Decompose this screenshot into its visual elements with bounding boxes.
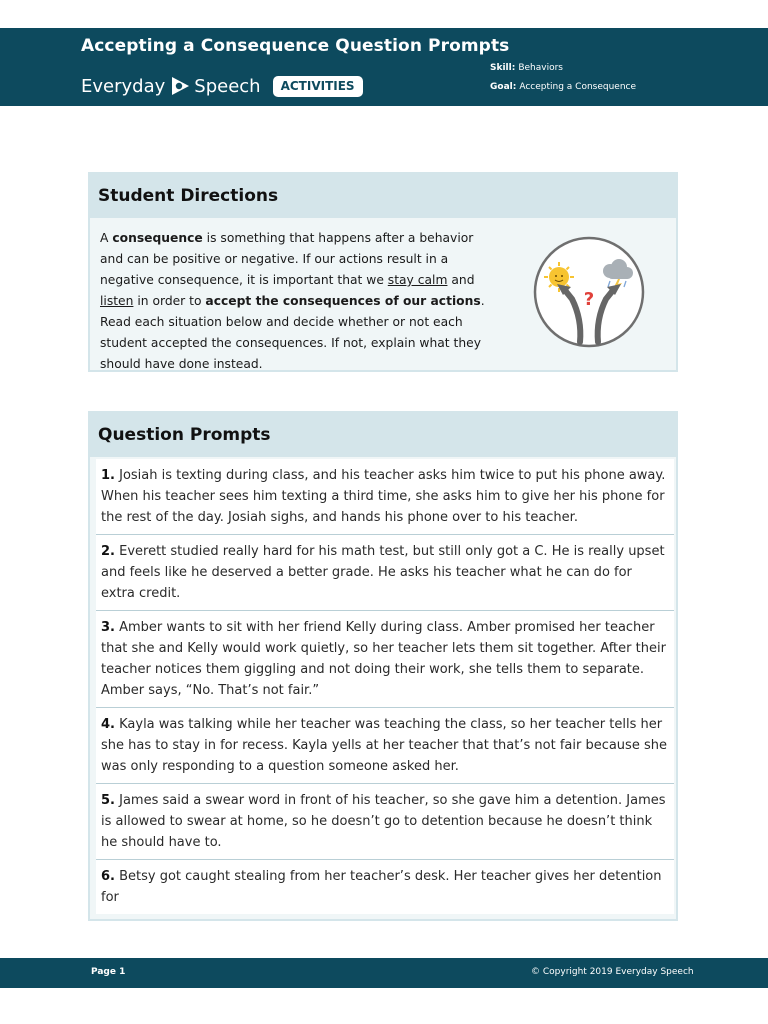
page-header [0, 28, 768, 106]
brand-logo [81, 74, 363, 98]
crossroads-icon [532, 233, 646, 351]
prompt-item [96, 459, 674, 535]
prompt-text: Betsy got caught stealing from her teacher’s desk. Her teacher gives her detention for [101, 869, 662, 905]
prompt-text: James said a swear word in front of his teacher, so she gave him a detention. James is allowed to swear at home, so he doesn’t go to detention because he doesn’t think he should have to. [101, 793, 666, 850]
prompt-text: Amber wants to sit with her friend Kelly during class. Amber promised her teacher that she and Kelly would work quietly, so her teacher lets them sit together. After their teacher notices them giggling and not doing their work, she tells them to separate. Amber says, “No. That’s not fair.” [101, 620, 666, 698]
prompts-heading: Question Prompts [90, 413, 676, 457]
svg-text:?: ? [583, 289, 595, 310]
goal-value: Accepting a Consequence [519, 82, 637, 92]
prompt-text: Josiah is texting during class, and his teacher asks him twice to put his phone away. When his teacher sees him texting a third time, she asks him to give her his phone for the rest of the day. Josiah sighs, and hands his phone over to his teacher. [101, 468, 666, 525]
directions-text [100, 228, 500, 375]
play-arrow-icon [169, 75, 191, 97]
prompt-number: 5. [101, 793, 115, 808]
prompt-item [96, 784, 674, 860]
prompt-text: Kayla was talking while her teacher was teaching the class, so her teacher tells her she has to stay in for recess. Kayla yells at her teacher that that’s not fair because she was only responding to a question someone asked her. [101, 717, 667, 774]
activities-badge: ACTIVITIES [273, 76, 363, 97]
directions-text-part: is something that happens after a behavior and can be positive or negative. If our actions result in a negative consequence, it is important that we [100, 231, 474, 287]
skill-value: Behaviors [518, 63, 563, 73]
prompt-item [96, 708, 674, 784]
prompt-number: 1. [101, 468, 115, 483]
directions-text-part: A [100, 231, 113, 245]
goal-meta [490, 82, 636, 92]
prompt-text: Everett studied really hard for his math test, but still only got a C. He is really upset and feels like he deserved a better grade. He asks his teacher what he can do for extra credit. [101, 544, 665, 601]
prompt-number: 3. [101, 620, 115, 635]
brand-name-left: Everyday [81, 75, 166, 97]
directions-text-part: in order to [133, 294, 206, 308]
page-footer [0, 958, 768, 988]
prompt-number: 4. [101, 717, 115, 732]
keyword-stay-calm: stay calm [387, 273, 448, 287]
question-prompts-panel [88, 411, 678, 921]
keyword-accept: accept the consequences of our actions [205, 294, 481, 308]
prompt-item [96, 535, 674, 611]
brand-name-right: Speech [194, 75, 261, 97]
copyright-text: © Copyright 2019 Everyday Speech [531, 967, 694, 977]
directions-heading: Student Directions [90, 174, 676, 218]
goal-label: Goal: [490, 82, 517, 92]
prompt-number: 2. [101, 544, 115, 559]
directions-text-part: and [447, 273, 475, 287]
page-number: Page 1 [91, 967, 126, 977]
directions-text-part: . Read each situation below and decide whether or not each student accepted the consequences. If not, explain what they should have done instead. [100, 294, 485, 371]
keyword-consequence: consequence [112, 231, 203, 245]
prompt-item [96, 611, 674, 708]
prompt-number: 6. [101, 869, 115, 884]
prompt-item [96, 860, 674, 914]
prompt-list [96, 459, 674, 914]
student-directions-panel [88, 172, 678, 372]
skill-meta [490, 63, 563, 73]
skill-label: Skill: [490, 63, 516, 73]
document-title: Accepting a Consequence Question Prompts [81, 36, 510, 56]
keyword-listen: listen [100, 294, 134, 308]
